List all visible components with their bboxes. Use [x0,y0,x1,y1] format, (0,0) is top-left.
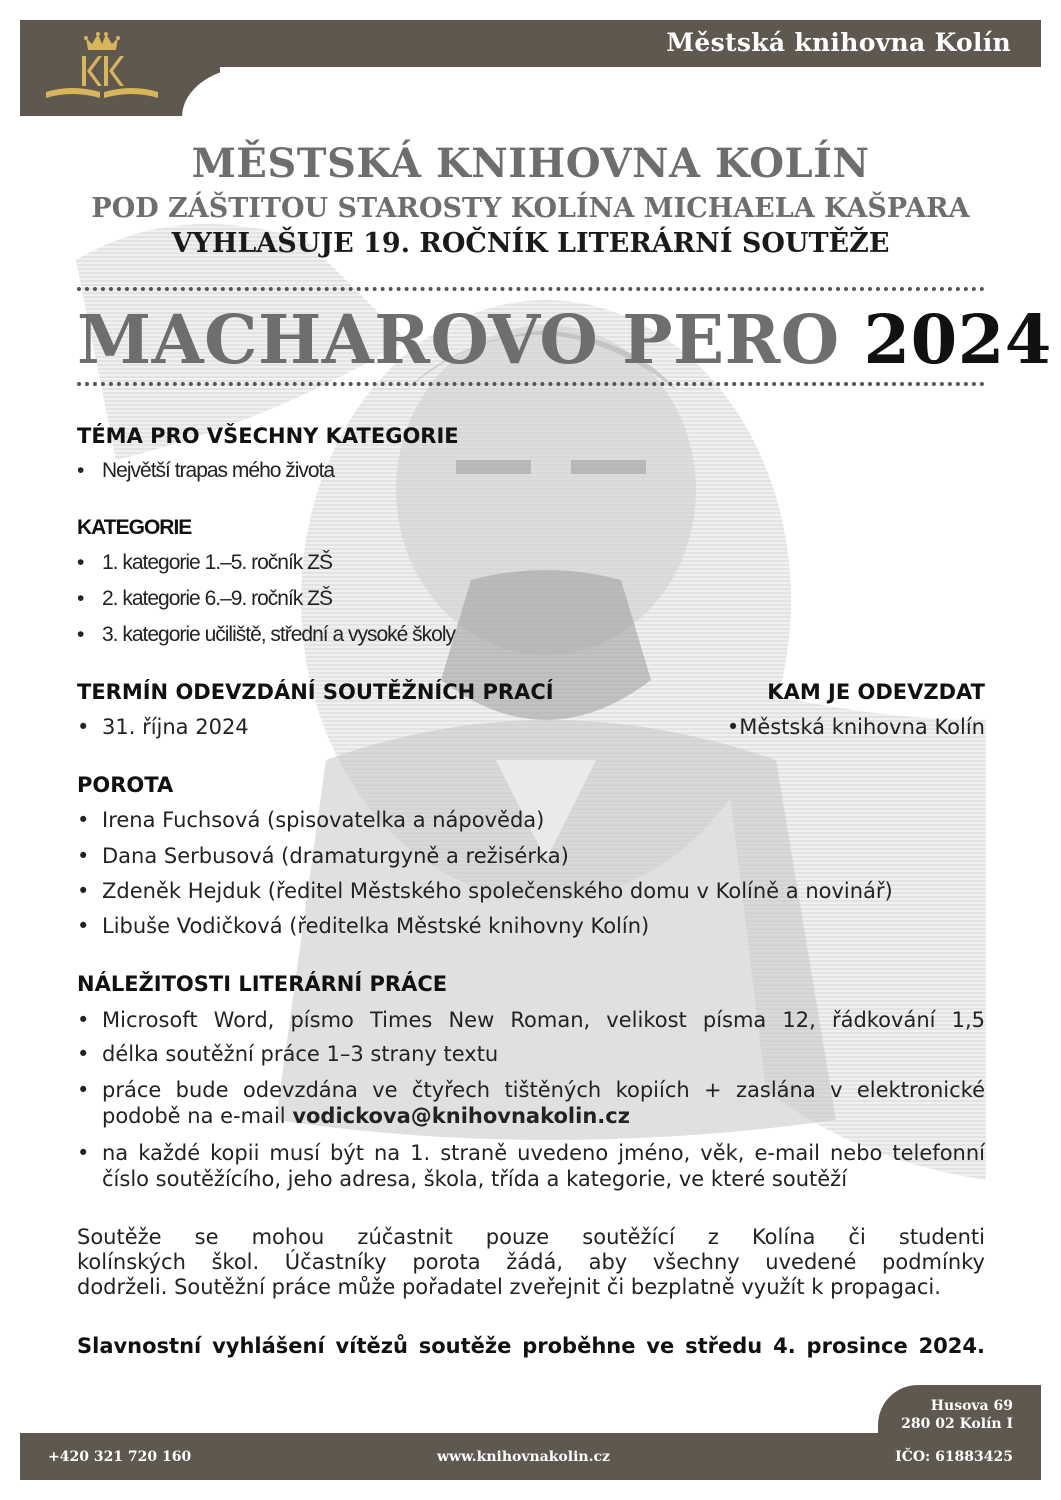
library-name: Městská knihovna Kolín [666,28,1011,57]
list-item-text: číslo soutěžícího, jeho adresa, škola, třída a kategorie, ve které soutěží [102,1167,848,1191]
organizer-title: MĚSTSKÁ KNIHOVNA KOLÍN [191,140,870,187]
list-item: • 2. kategorie 6.–9. ročník ZŠ [77,587,332,610]
list-item-text: práce bude odevzdána ve čtyřech tištěných kopiích + zaslána v elektronické [102,1078,985,1102]
list-item-text: Největší trapas mého života [102,459,335,482]
list-item: • Největší trapas mého života [77,459,335,482]
list-item-text: Dana Serbusová (dramaturgyně a režisérka) [102,844,569,868]
announcement-line: VYHLAŠUJE 19. ROČNÍK LITERÁRNÍ SOUTĚŽE [171,228,890,259]
requirements-heading: NÁLEŽITOSTI LITERÁRNÍ PRÁCE [77,972,448,996]
list-item-text: Irena Fuchsová (spisovatelka a nápověda) [102,808,545,832]
list-item: • Dana Serbusová (dramaturgyně a režisérka) [77,844,569,868]
list-item-text: délka soutěžní práce 1–3 strany textu [102,1042,499,1066]
address-line: Husova 69 [930,1398,1013,1414]
list-item: • 1. kategorie 1.–5. ročník ZŠ [77,551,332,574]
footer-ico: IČO: 61883425 [895,1449,1013,1465]
deadline-item: • 31. října 2024 [77,715,249,739]
list-item: • Libuše Vodičková (ředitelka Městské knihovny Kolín) [77,914,650,938]
list-item: • Irena Fuchsová (spisovatelka a nápověda) [77,808,545,832]
paragraph-line: Soutěže se mohou zúčastnit pouze soutěžící z Kolína či studenti [77,1225,985,1249]
list-item-text: podobě na e-mail [102,1104,293,1128]
list-item-text: 3. kategorie učiliště, střední a vysoké školy [102,623,456,646]
paragraph-line: kolínských škol. Účastníky porota žádá, aby všechny uvedené podmínky [77,1250,985,1274]
address-line: 280 02 Kolín I [901,1416,1013,1432]
list-item-text: 31. října 2024 [102,715,249,739]
list-item: • na každé kopii musí být na 1. straně uvedeno jméno, věk, e-mail nebo telefonní číslo soutěžícího, jeho adresa, škola, třída a kategorie, ve které soutěží [77,1141,985,1191]
categories-heading: KATEGORIE [77,516,192,539]
list-item-text: na každé kopii musí být na 1. straně uvedeno jméno, věk, e-mail nebo telefonní [102,1141,985,1165]
patron-line: POD ZÁŠTITOU STAROSTY KOLÍNA MICHAELA KAŠPARA [91,193,970,224]
conditions-paragraph [77,1225,985,1300]
list-item: • Microsoft Word, písmo Times New Roman, velikost písma 12, řádkování 1,5 [77,1008,985,1032]
jury-heading: POROTA [77,773,174,797]
competition-name: MACHAROVO PERO [77,300,840,379]
list-item-text: 2. kategorie 6.–9. ročník ZŠ [102,587,332,610]
list-item-text: 1. kategorie 1.–5. ročník ZŠ [102,551,332,574]
competition-year: 2024 [863,300,1052,379]
list-item: • délka soutěžní práce 1–3 strany textu [77,1042,499,1066]
email-link[interactable]: vodickova@knihovnakolin.cz [292,1104,630,1128]
list-item-text: Zdeněk Hejduk (ředitel Městského společenského domu v Kolíně a novinář) [102,879,893,903]
ceremony-announcement: Slavnostní vyhlášení vítězů soutěže proběhne ve středu 4. prosince 2024. [77,1334,985,1358]
where-item: •Městská knihovna Kolín [726,715,985,739]
paragraph-line: dodrželi. Soutěžní práce může pořadatel zveřejnit či bezplatně využít k propagaci. [77,1275,941,1299]
competition-title [77,302,1052,378]
theme-heading: TÉMA PRO VŠECHNY KATEGORIE [77,424,459,448]
list-item-text: Microsoft Word, písmo Times New Roman, velikost písma 12, řádkování 1,5 [102,1008,985,1032]
list-item-text: Městská knihovna Kolín [739,715,985,739]
dotted-divider [77,287,985,291]
deadline-heading: TERMÍN ODEVZDÁNÍ SOUTĚŽNÍCH PRACÍ [77,680,554,704]
where-heading: KAM JE ODEVZDAT [767,680,985,704]
list-item-text: Libuše Vodičková (ředitelka Městské knihovny Kolín) [102,914,650,938]
dotted-divider [77,382,985,386]
list-item: • Zdeněk Hejduk (ředitel Městského společenského domu v Kolíně a novinář) [77,879,893,903]
footer-phone[interactable]: +420 321 720 160 [48,1449,192,1465]
list-item: • práce bude odevzdána ve čtyřech tištěných kopiích + zaslána v elektronické podobě na e-mail vodickova@knihovnakolin.cz [77,1078,985,1128]
list-item: • 3. kategorie učiliště, střední a vysoké školy [77,623,456,646]
footer-website[interactable]: www.knihovnakolin.cz [437,1449,610,1465]
